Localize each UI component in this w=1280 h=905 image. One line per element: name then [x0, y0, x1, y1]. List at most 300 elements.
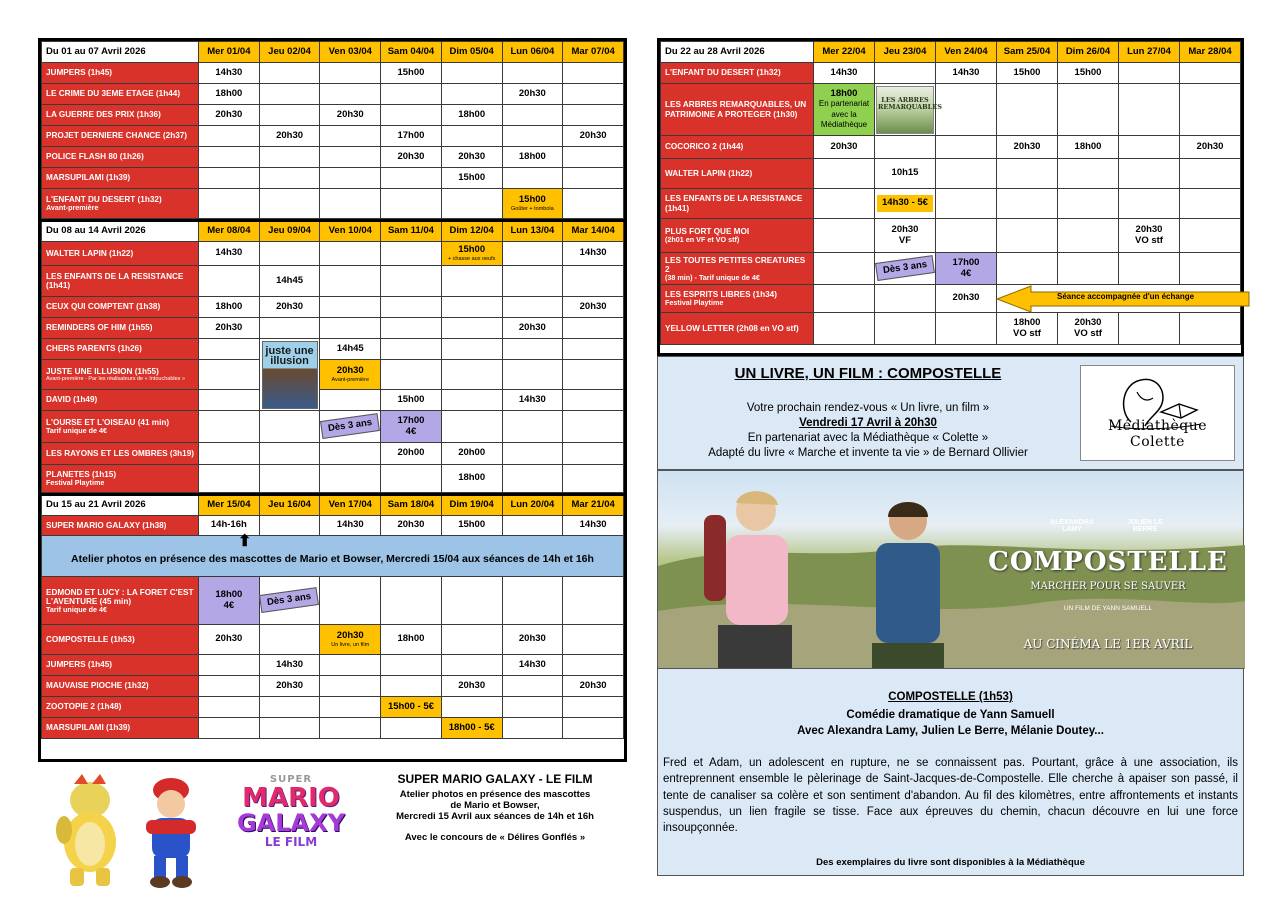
showtime-value: 18h00	[1013, 317, 1041, 329]
showtime	[259, 242, 320, 266]
showtime	[320, 718, 381, 739]
showtime	[259, 516, 320, 536]
showtime	[563, 577, 624, 625]
mario-mascot-icon	[136, 770, 206, 890]
showtime: 18h00	[1058, 136, 1119, 159]
film-subtitle: Festival Playtime	[46, 478, 105, 488]
showtime	[875, 313, 936, 345]
film-title: JUMPERS (1h45)	[42, 63, 199, 84]
showtime	[199, 168, 260, 189]
showtime	[320, 126, 381, 147]
livre-film-panel	[657, 356, 1244, 470]
showtime	[563, 360, 624, 390]
showtime	[199, 339, 260, 360]
showtime	[502, 697, 563, 718]
film-title: JUMPERS (1h45)	[42, 655, 199, 676]
day-header: Lun 13/04	[502, 221, 563, 242]
logo-le-film: LE FILM	[264, 835, 318, 849]
showtime-note: Un livre, un film	[331, 641, 370, 648]
banner-movie-title: COMPOSTELLE	[988, 547, 1228, 577]
showtime	[199, 655, 260, 676]
showtime-value: 15h00	[518, 194, 546, 206]
showtime	[563, 168, 624, 189]
showtime-highlight	[936, 253, 997, 285]
showtime	[320, 147, 381, 168]
showtime: 20h30	[381, 516, 442, 536]
film-title: YELLOW LETTER (2h08 en VO stf)	[661, 313, 814, 345]
showtime: 10h15	[875, 159, 936, 189]
poster-title: LES ARBRES REMARQUABLES	[878, 95, 942, 111]
showtime: 14h30	[199, 242, 260, 266]
showtime	[1058, 84, 1119, 136]
showtime-highlight: 18h00 - 5€	[441, 718, 502, 739]
showtime: 15h00	[381, 63, 442, 84]
banner-tagline: MARCHER POUR SE SAUVER	[1030, 581, 1186, 592]
showtime: 20h30	[563, 126, 624, 147]
price: 4€	[960, 267, 972, 279]
film-subtitle: (2h01 en VF et VO stf)	[665, 235, 740, 245]
showtime	[997, 189, 1058, 219]
table-row	[42, 126, 624, 147]
film-subtitle: Festival Playtime	[665, 298, 724, 308]
showtime	[441, 411, 502, 443]
showtime	[259, 443, 320, 465]
version: VF	[898, 234, 912, 246]
age-badge: Dès 3 ans	[320, 413, 380, 439]
price: 4€	[223, 599, 235, 611]
showtime	[199, 697, 260, 718]
showtime-value: 20h30	[1135, 224, 1163, 236]
showtime: 20h30	[381, 147, 442, 168]
showtime	[1119, 159, 1180, 189]
showtime	[814, 253, 875, 285]
film-title	[42, 465, 199, 493]
showtime	[199, 189, 260, 219]
showtime	[1058, 219, 1119, 253]
week4-table	[660, 41, 1241, 345]
showtime	[997, 219, 1058, 253]
film-title	[42, 360, 199, 390]
mario-promo-sponsor: Avec le concours de « Délires Gonflés »	[404, 832, 586, 843]
showtime	[563, 339, 624, 360]
mario-promo-title: SUPER MARIO GALAXY - LE FILM	[397, 772, 593, 786]
table-row	[661, 285, 1241, 313]
showtime: 14h30	[320, 516, 381, 536]
showtime	[1180, 253, 1241, 285]
day-header: Dim 12/04	[441, 221, 502, 242]
showtime	[381, 105, 442, 126]
showtime	[320, 577, 381, 625]
showtime	[381, 242, 442, 266]
showtime: 20h30	[259, 297, 320, 318]
showtime	[936, 159, 997, 189]
day-header: Dim 19/04	[441, 495, 502, 516]
showtime: 15h00	[381, 390, 442, 411]
day-header: Mer 08/04	[199, 221, 260, 242]
showtime	[1058, 313, 1119, 345]
day-header: Lun 06/04	[502, 42, 563, 63]
showtime	[563, 411, 624, 443]
showtime: 14h30	[259, 655, 320, 676]
showtime	[875, 136, 936, 159]
film-title: MAUVAISE PIOCHE (1h32)	[42, 676, 199, 697]
showtime	[320, 676, 381, 697]
showtime	[1119, 63, 1180, 84]
showtime: 18h00	[199, 297, 260, 318]
showtime	[1058, 159, 1119, 189]
showtime	[320, 318, 381, 339]
showtime	[502, 63, 563, 84]
table-row	[661, 313, 1241, 345]
showtime: 14h30	[563, 516, 624, 536]
showtime: 20h30	[814, 136, 875, 159]
showtime	[997, 84, 1058, 136]
week3-title: Du 15 au 21 Avril 2026	[42, 495, 199, 516]
up-arrow-icon: ⬆	[238, 533, 252, 550]
showtime: 20h30	[199, 105, 260, 126]
showtime	[563, 84, 624, 105]
showtime	[381, 718, 442, 739]
showtime	[502, 676, 563, 697]
juste-une-illusion-poster	[262, 341, 318, 409]
showtime	[259, 189, 320, 219]
showtime: 15h00	[441, 168, 502, 189]
table-row	[42, 536, 624, 577]
day-header: Ven 10/04	[320, 221, 381, 242]
showtime: 20h30	[502, 318, 563, 339]
film-title: LES RAYONS ET LES OMBRES (3h19)	[42, 443, 199, 465]
showtime	[563, 443, 624, 465]
showtime	[502, 339, 563, 360]
film-title: L'ENFANT DU DESERT (1h32)	[661, 63, 814, 84]
table-row	[42, 390, 624, 411]
showtime	[259, 318, 320, 339]
showtime	[441, 126, 502, 147]
day-header: Mar 28/04	[1180, 42, 1241, 63]
mario-promo-line: de Mario et Bowser,	[450, 800, 540, 811]
showtime-highlight	[381, 411, 442, 443]
film-name: L'OURSE ET L'OISEAU (41 min)	[46, 418, 170, 428]
day-header: Mer 22/04	[814, 42, 875, 63]
showtime	[502, 126, 563, 147]
price: 4€	[405, 425, 417, 437]
day-header: Sam 25/04	[997, 42, 1058, 63]
film-title	[42, 577, 199, 625]
showtime-value: 20h30	[336, 630, 364, 642]
week4-title: Du 22 au 28 Avril 2026	[661, 42, 814, 63]
table-row	[42, 625, 624, 655]
showtime	[997, 159, 1058, 189]
showtime	[259, 84, 320, 105]
film-title	[42, 411, 199, 443]
showtime	[875, 63, 936, 84]
showtime	[441, 390, 502, 411]
showtime: 20h30	[199, 318, 260, 339]
atelier-banner	[42, 533, 624, 577]
week2-title: Du 08 au 14 Avril 2026	[42, 221, 199, 242]
film-title: LA GUERRE DES PRIX (1h36)	[42, 105, 199, 126]
showtime: 20h30	[320, 105, 381, 126]
showtime	[814, 219, 875, 253]
showtime	[1058, 253, 1119, 285]
showtime	[381, 339, 442, 360]
showtime-note: Goûter + tombola	[511, 205, 554, 212]
showtime	[1119, 253, 1180, 285]
film-title: MARSUPILAMI (1h39)	[42, 168, 199, 189]
showtime: 18h00	[441, 465, 502, 493]
age-badge: Dès 3 ans	[875, 255, 935, 281]
showtime	[1119, 219, 1180, 253]
table-row	[42, 189, 624, 219]
showtime	[259, 625, 320, 655]
film-info-cast: Avec Alexandra Lamy, Julien Le Berre, Mélanie Doutey...	[797, 725, 1104, 737]
arrow-cell	[997, 285, 1241, 313]
table-row	[661, 136, 1241, 159]
day-header: Jeu 02/04	[259, 42, 320, 63]
showtime	[259, 147, 320, 168]
day-header: Sam 11/04	[381, 221, 442, 242]
film-subtitle: Tarif unique de 4€	[46, 604, 107, 614]
showtime: 20h30	[936, 285, 997, 313]
showtime	[259, 718, 320, 739]
showtime-note: Avant-première	[331, 376, 369, 383]
day-header: Mar 21/04	[563, 495, 624, 516]
showtime: 20h00	[381, 443, 442, 465]
showtime	[997, 253, 1058, 285]
film-title: WALTER LAPIN (1h22)	[42, 242, 199, 266]
showtime	[441, 577, 502, 625]
film-title	[661, 285, 814, 313]
film-title: LE CRIME DU 3EME ETAGE (1h44)	[42, 84, 199, 105]
showtime	[381, 676, 442, 697]
showtime	[441, 266, 502, 297]
table-row	[42, 63, 624, 84]
showtime: 20h30	[563, 297, 624, 318]
showtime: 14h30	[814, 63, 875, 84]
film-name: JUSTE UNE ILLUSION (1h55)	[46, 366, 159, 376]
day-header: Dim 05/04	[441, 42, 502, 63]
film-title: CEUX QUI COMPTENT (1h38)	[42, 297, 199, 318]
banner-actor-1: ALEXANDRA LAMY	[1050, 519, 1094, 533]
age-pill-cell	[875, 253, 936, 285]
mario-promo-line: Atelier photos en présence des mascottes	[399, 789, 591, 800]
showtime	[563, 266, 624, 297]
showtime: 14h30	[502, 390, 563, 411]
day-header: Ven 17/04	[320, 495, 381, 516]
table-row	[42, 318, 624, 339]
showtime-value: 20h30	[336, 365, 364, 377]
showtime	[563, 718, 624, 739]
showtime	[563, 655, 624, 676]
day-header: Mer 01/04	[199, 42, 260, 63]
showtime	[441, 84, 502, 105]
showtime: 14h45	[259, 266, 320, 297]
showtime	[1180, 84, 1241, 136]
table-row	[42, 516, 624, 536]
version: VO stf	[1074, 327, 1102, 339]
mario-galaxy-logo	[226, 774, 356, 882]
table-row	[661, 219, 1241, 253]
table-row	[42, 168, 624, 189]
livre-date: Vendredi 17 Avril à 20h30	[799, 416, 937, 429]
film-name: LES TOUTES PETITES CREATURES 2	[665, 255, 806, 274]
table-row	[42, 266, 624, 297]
showtime: 20h30	[259, 676, 320, 697]
logo-galaxy: GALAXY	[236, 809, 346, 837]
poster-title: juste une illusion	[265, 344, 314, 367]
showtime	[814, 285, 875, 313]
showtime	[381, 297, 442, 318]
showtime	[199, 126, 260, 147]
arbres-poster	[876, 86, 942, 134]
day-header: Jeu 16/04	[259, 495, 320, 516]
showtime-highlight	[502, 189, 563, 219]
livre-title: UN LIVRE, UN FILM : COMPOSTELLE	[734, 365, 1002, 382]
showtime	[502, 411, 563, 443]
film-name: EDMOND ET LUCY : LA FORET C'EST L'AVENTURE (45 min)	[46, 587, 194, 606]
showtime	[381, 655, 442, 676]
banner-actor-2: JULIEN LE BERRE	[1127, 519, 1163, 533]
showtime	[381, 189, 442, 219]
showtime	[875, 285, 936, 313]
showtime-value: 18h00	[830, 87, 858, 99]
showtime	[441, 655, 502, 676]
version: VO stf	[1135, 234, 1163, 246]
showtime	[320, 655, 381, 676]
showtime-value: 20h30	[891, 224, 919, 236]
showtime	[199, 390, 260, 411]
banner-release: AU CINÉMA LE 1ER AVRIL	[1023, 637, 1193, 651]
table-row	[661, 189, 1241, 219]
showtime	[502, 297, 563, 318]
showtime	[563, 147, 624, 168]
compostelle-banner	[657, 470, 1244, 668]
logo-mario: MARIO	[242, 783, 340, 813]
version: VO stf	[1013, 327, 1041, 339]
showtime	[502, 266, 563, 297]
showtime	[199, 266, 260, 297]
showtime-value: 14h30 - 5€	[877, 195, 933, 211]
film-name: LES ESPRITS LIBRES (1h34)	[665, 290, 777, 300]
showtime	[199, 443, 260, 465]
showtime	[381, 318, 442, 339]
showtime: 14h30	[199, 63, 260, 84]
showtime	[381, 465, 442, 493]
showtime-value: 17h00	[397, 415, 425, 427]
week4-block	[657, 38, 1244, 356]
showtime	[320, 242, 381, 266]
mario-promo-line: Mercredi 15 Avril aux séances de 14h et 16h	[396, 811, 594, 822]
showtime-highlight	[875, 189, 936, 219]
showtime-note: + chasse aux oeufs	[447, 255, 496, 262]
film-title: POLICE FLASH 80 (1h26)	[42, 147, 199, 168]
showtime	[441, 189, 502, 219]
showtime	[502, 516, 563, 536]
showtime: 20h30	[997, 136, 1058, 159]
showtime-note: En partenariat avec la Médiathèque	[818, 99, 870, 129]
showtime	[320, 697, 381, 718]
showtime	[1180, 63, 1241, 84]
table-row	[661, 159, 1241, 189]
age-pill-cell	[320, 411, 381, 443]
showtime	[441, 360, 502, 390]
showtime	[1180, 219, 1241, 253]
showtime	[259, 465, 320, 493]
film-subtitle: Avant-première - Par les réalisateurs de « Intouchables »	[46, 375, 185, 382]
day-header: Mer 15/04	[199, 495, 260, 516]
showtime	[441, 625, 502, 655]
mario-promo-text	[370, 772, 620, 843]
schedule-left	[38, 38, 627, 762]
week3-table	[41, 493, 624, 739]
showtime	[563, 318, 624, 339]
showtime	[199, 360, 260, 390]
film-info-title: COMPOSTELLE (1h53)	[888, 691, 1013, 703]
showtime: 18h00	[441, 105, 502, 126]
week1-table	[41, 41, 624, 219]
showtime: 20h30	[502, 84, 563, 105]
table-row	[42, 655, 624, 676]
day-header: Mar 07/04	[563, 42, 624, 63]
showtime	[563, 63, 624, 84]
showtime	[1119, 189, 1180, 219]
showtime-value: 15h00	[458, 244, 486, 256]
film-title: MARSUPILAMI (1h39)	[42, 718, 199, 739]
table-row	[661, 84, 1241, 136]
film-name: PLUS FORT QUE MOI	[665, 227, 750, 237]
showtime: 20h30	[441, 676, 502, 697]
showtime: 18h00	[199, 84, 260, 105]
day-header: Sam 04/04	[381, 42, 442, 63]
film-title: LES ARBRES REMARQUABLES, UN PATRIMOINE A PROTEGER (1h30)	[661, 84, 814, 136]
logo-super: SUPER	[269, 774, 313, 785]
showtime: 14h30	[502, 655, 563, 676]
showtime-highlight	[814, 84, 875, 136]
film-subtitle: Tarif unique de 4€	[46, 426, 107, 436]
showtime	[936, 189, 997, 219]
mediatheque-name: Médiathèque Colette	[1107, 418, 1208, 450]
showtime: 20h30	[199, 625, 260, 655]
film-subtitle: (38 min) - Tarif unique de 4€	[665, 272, 760, 282]
day-header: Jeu 23/04	[875, 42, 936, 63]
day-header: Dim 26/04	[1058, 42, 1119, 63]
film-title: COMPOSTELLE (1h53)	[42, 625, 199, 655]
film-info-synopsis: Fred et Adam, un adolescent en rupture, ne se connaissent pas. Pourtant, grâce à une association, ils entreprennent ensemble le pèlerinage de Saint-Jacques-de-Compostelle. Elle cherche à apaiser son passé, il tente de canaliser sa colère et son sentiment d'abandon. Au fil des kilomètres, entre affrontements et instants suspendus, un lien fragile se tisse. Face aux épreuves du chemin, chacun découvre en lui une force insoupçonnée.	[663, 757, 1238, 835]
showtime	[441, 318, 502, 339]
showtime	[381, 577, 442, 625]
film-title: ZOOTOPIE 2 (1h48)	[42, 697, 199, 718]
showtime	[259, 697, 320, 718]
showtime: 14h-16h	[199, 516, 260, 536]
showtime-value: 18h00	[215, 589, 243, 601]
day-header: Sam 18/04	[381, 495, 442, 516]
showtime	[381, 168, 442, 189]
livre-line: Adapté du livre « Marche et invente ta vie » de Bernard Ollivier	[708, 446, 1028, 459]
showtime	[875, 219, 936, 253]
arrow-label: Séance accompagnée d'un échange	[1057, 292, 1195, 301]
showtime	[259, 105, 320, 126]
showtime-highlight	[199, 577, 260, 625]
table-row	[42, 411, 624, 443]
showtime	[502, 443, 563, 465]
showtime	[563, 105, 624, 126]
showtime	[441, 697, 502, 718]
film-title: PROJET DERNIERE CHANCE (2h37)	[42, 126, 199, 147]
day-header: Ven 24/04	[936, 42, 997, 63]
showtime: 20h30	[259, 126, 320, 147]
showtime: 20h30	[502, 625, 563, 655]
showtime	[381, 84, 442, 105]
